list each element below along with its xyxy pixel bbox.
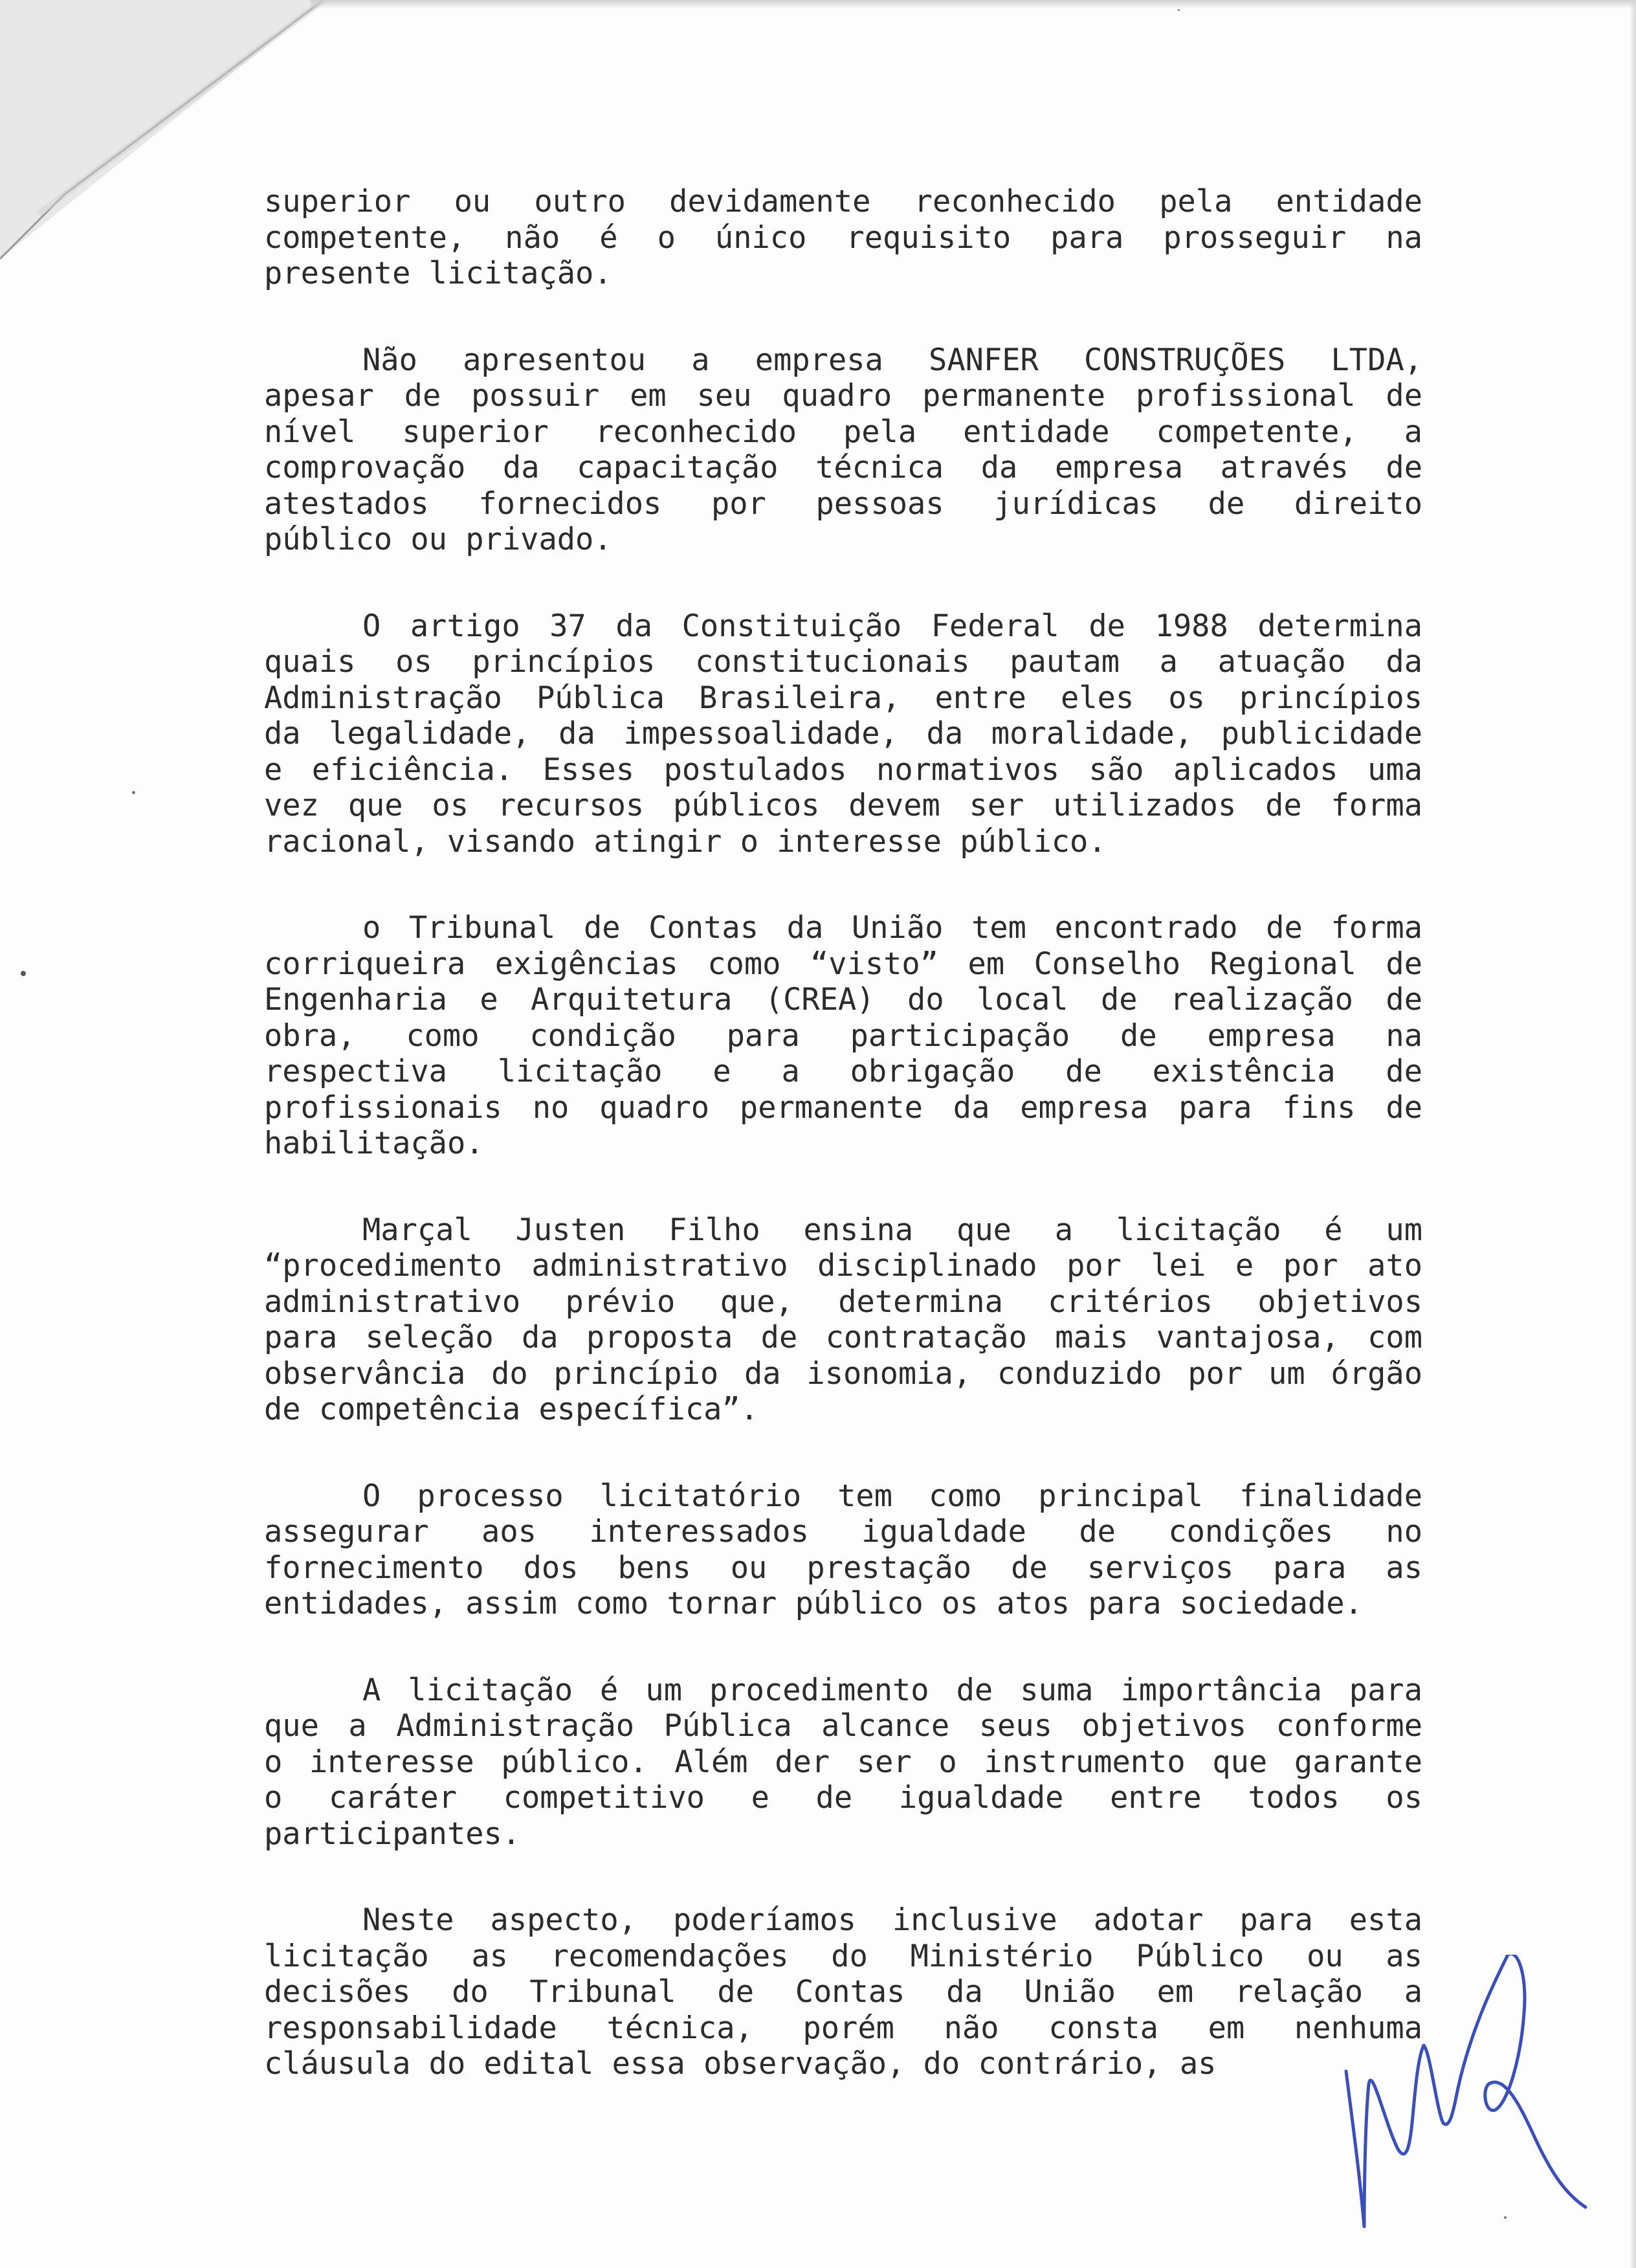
text-line: cláusula do edital essa observação, do contrário, as [264, 2046, 1217, 2082]
text-line: corriqueira exigências como “visto” em Conselho Regional de [264, 946, 1422, 982]
text-line: que a Administração Pública alcance seus objetivos conforme [264, 1708, 1422, 1744]
text-line: Administração Pública Brasileira, entre eles os princípios [264, 680, 1422, 716]
text-line: profissionais no quadro permanente da empresa para fins de [264, 1089, 1422, 1126]
text-line: para seleção da proposta de contratação mais vantajosa, com [264, 1320, 1422, 1355]
text-line: racional, visando atingir o interesse público. [264, 823, 1107, 860]
text-line: “procedimento administrativo disciplinado por lei e por ato [264, 1248, 1422, 1284]
paragraph [264, 1902, 1422, 2082]
text-line: obra, como condição para participação de empresa na [264, 1017, 1422, 1054]
scan-speck [21, 971, 26, 976]
text-line: presente licitação. [264, 256, 612, 291]
text-line: apesar de possuir em seu quadro permanente profissional de [264, 378, 1422, 414]
scan-top-edge [311, 0, 1636, 9]
text-line: de competência específica”. [264, 1392, 759, 1427]
text-line: o caráter competitivo e de igualdade entre todos os [264, 1780, 1422, 1816]
text-line: vez que os recursos públicos devem ser utilizados de forma [264, 788, 1422, 823]
text-line: O processo licitatório tem como principal finalidade [362, 1478, 1422, 1514]
text-line: atestados fornecidos por pessoas jurídicas de direito [264, 485, 1422, 522]
text-line: o Tribunal de Contas da União tem encontrado de forma [362, 910, 1422, 946]
scan-speck [1178, 9, 1180, 11]
text-line: decisões do Tribunal de Contas da União em relação a [264, 1974, 1422, 2010]
text-line: Marçal Justen Filho ensina que a licitação é um [362, 1212, 1422, 1248]
text-line: observância do princípio da isonomia, conduzido por um órgão [264, 1355, 1422, 1392]
text-line: participantes. [264, 1816, 521, 1852]
text-line: Não apresentou a empresa SANFER CONSTRUÇÕES LTDA, [362, 342, 1422, 378]
handwritten-signature [1333, 1955, 1592, 2240]
scan-speck [1504, 2216, 1507, 2219]
paragraph [264, 184, 1422, 292]
paragraph [264, 1212, 1422, 1428]
text-line: O artigo 37 da Constituição Federal de 1988 determina [362, 608, 1422, 644]
paragraph [264, 342, 1422, 558]
text-line: Neste aspecto, poderíamos inclusive adotar para esta [362, 1902, 1422, 1938]
text-line: administrativo prévio que, determina critérios objetivos [264, 1284, 1422, 1320]
scan-speck [132, 791, 135, 794]
text-line: Engenharia e Arquitetura (CREA) do local de realização de [264, 982, 1422, 1017]
text-line: fornecimento dos bens ou prestação de serviços para as [264, 1550, 1422, 1586]
text-line: e eficiência. Esses postulados normativos são aplicados uma [264, 751, 1422, 788]
text-line: nível superior reconhecido pela entidade competente, a [264, 414, 1422, 450]
text-line: responsabilidade técnica, porém não consta em nenhuma [264, 2010, 1422, 2046]
paragraph [264, 608, 1422, 860]
text-line: superior ou outro devidamente reconhecido pela entidade [264, 184, 1422, 219]
text-line: entidades, assim como tornar público os atos para sociedade. [264, 1586, 1363, 1621]
text-line: o interesse público. Além der ser o instrumento que garante [264, 1744, 1422, 1780]
text-line: público ou privado. [264, 522, 612, 557]
paragraph [264, 910, 1422, 1162]
text-line: A licitação é um procedimento de suma importância para [362, 1672, 1422, 1708]
scan-right-edge [1630, 0, 1636, 2268]
paragraph [264, 1478, 1422, 1622]
text-line: assegurar aos interessados igualdade de condições no [264, 1514, 1422, 1550]
text-line: quais os princípios constitucionais pautam a atuação da [264, 644, 1422, 680]
text-line: competente, não é o único requisito para prosseguir na [264, 219, 1422, 256]
text-line: habilitação. [264, 1126, 484, 1161]
document-body [264, 184, 1422, 2133]
text-line: comprovação da capacitação técnica da empresa através de [264, 450, 1422, 485]
text-line: respectiva licitação e a obrigação de existência de [264, 1054, 1422, 1089]
text-line: da legalidade, da impessoalidade, da moralidade, publicidade [264, 716, 1422, 751]
paragraph [264, 1673, 1422, 1852]
text-line: licitação as recomendações do Ministério Público ou as [264, 1938, 1422, 1974]
